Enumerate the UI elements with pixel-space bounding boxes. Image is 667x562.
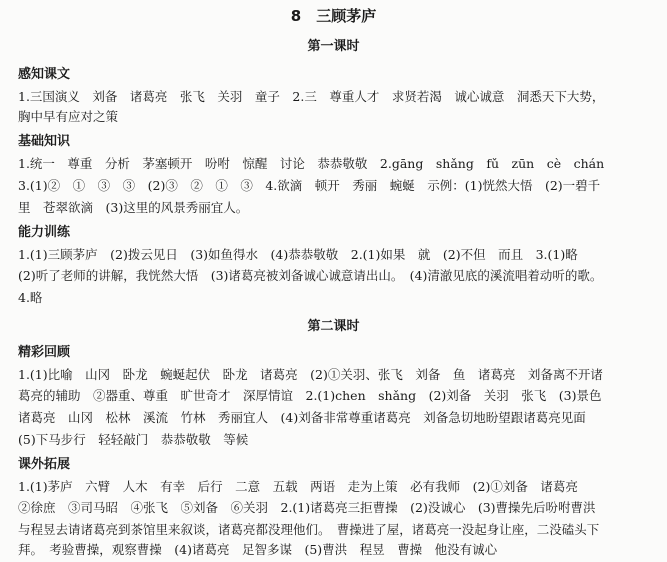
section-heading-review: 精彩回顾 <box>18 345 71 360</box>
section-heading-training: 能力训练 <box>18 225 71 240</box>
answer-line: 3.(1)② ① ③ ③ (2)③ ② ① ③ 4.欲滴 顿开 秀丽 蜿蜒 示例：(1)恍然大悟 (2)一碧千 <box>18 178 601 193</box>
answer-line: 诸葛亮 山冈 松林 溪流 竹林 秀丽宜人 (4)刘备非常尊重诸葛亮 刘备急切地盼望跟诸葛亮见面 <box>18 410 586 425</box>
answer-line: 葛亮的辅助 ②器重、尊重 旷世奇才 深厚情谊 2.(1)chen shǎng (2)刘备 关羽 张飞 (3)景色 <box>18 388 602 403</box>
answer-line: 里 苍翠欲滴 (3)这里的风景秀丽宜人。 <box>18 200 249 215</box>
answer-line: 1.三国演义 刘备 诸葛亮 张飞 关羽 童子 2.三 尊重人才 求贤若渴 诚心诚意 洞悉天下大势， <box>18 89 605 104</box>
answer-line: 1.(1)三顾茅庐 (2)拨云见日 (3)如鱼得水 (4)恭恭敬敬 2.(1)如果 就 (2)不但 而且 3.(1)略 <box>18 247 578 262</box>
section-heading-extension: 课外拓展 <box>18 457 71 472</box>
answer-line: (2)听了老师的讲解，我恍然大悟 (3)诸葛亮被刘备诚心诚意请出山。 (4)清澈见底的溪流唱着动听的歌。 <box>18 268 603 283</box>
lesson-2-heading: 第二课时 <box>307 319 360 334</box>
answer-line: 与程昱去请诸葛亮到茶馆里来叙谈，诸葛亮都没理他们。 曹操进了屋，诸葛亮一没起身让座，二没磕头下 <box>18 522 600 537</box>
answer-line: 1.统一 尊重 分析 茅塞顿开 吩咐 惊醒 讨论 恭恭敬敬 2.gāng shǎng fǔ zūn cè chán <box>18 156 605 171</box>
page-title: 8 三顾茅庐 <box>290 7 377 25</box>
answer-line: 1.(1)比喻 山冈 卧龙 蜿蜒起伏 卧龙 诸葛亮 (2)①关羽、张飞 刘备 鱼 诸葛亮 刘备离不开诸 <box>18 367 603 382</box>
lesson-1-heading: 第一课时 <box>307 39 360 54</box>
answer-line: 胸中早有应对之策 <box>18 109 119 124</box>
section-heading-perceive: 感知课文 <box>18 67 71 82</box>
answer-line: 4.略 <box>18 290 43 305</box>
answer-line: (5)下马步行 轻轻敲门 恭恭敬敬 等候 <box>18 432 249 447</box>
answer-line: ②徐庶 ③司马昭 ④张飞 ⑤刘备 ⑥关羽 2.(1)诸葛亮三拒曹操 (2)没诚心 (3)曹操先后吩咐曹洪 <box>18 500 596 515</box>
answer-line: 1.(1)茅庐 六臂 人木 有幸 后行 二意 五载 两语 走为上策 必有我师 (2)①刘备 诸葛亮 <box>18 479 578 494</box>
answer-line: 拜。 考验曹操，观察曹操 (4)诸葛亮 足智多谋 (5)曹洪 程昱 曹操 他没有诚心 <box>18 542 498 557</box>
section-heading-basics: 基础知识 <box>18 134 71 149</box>
